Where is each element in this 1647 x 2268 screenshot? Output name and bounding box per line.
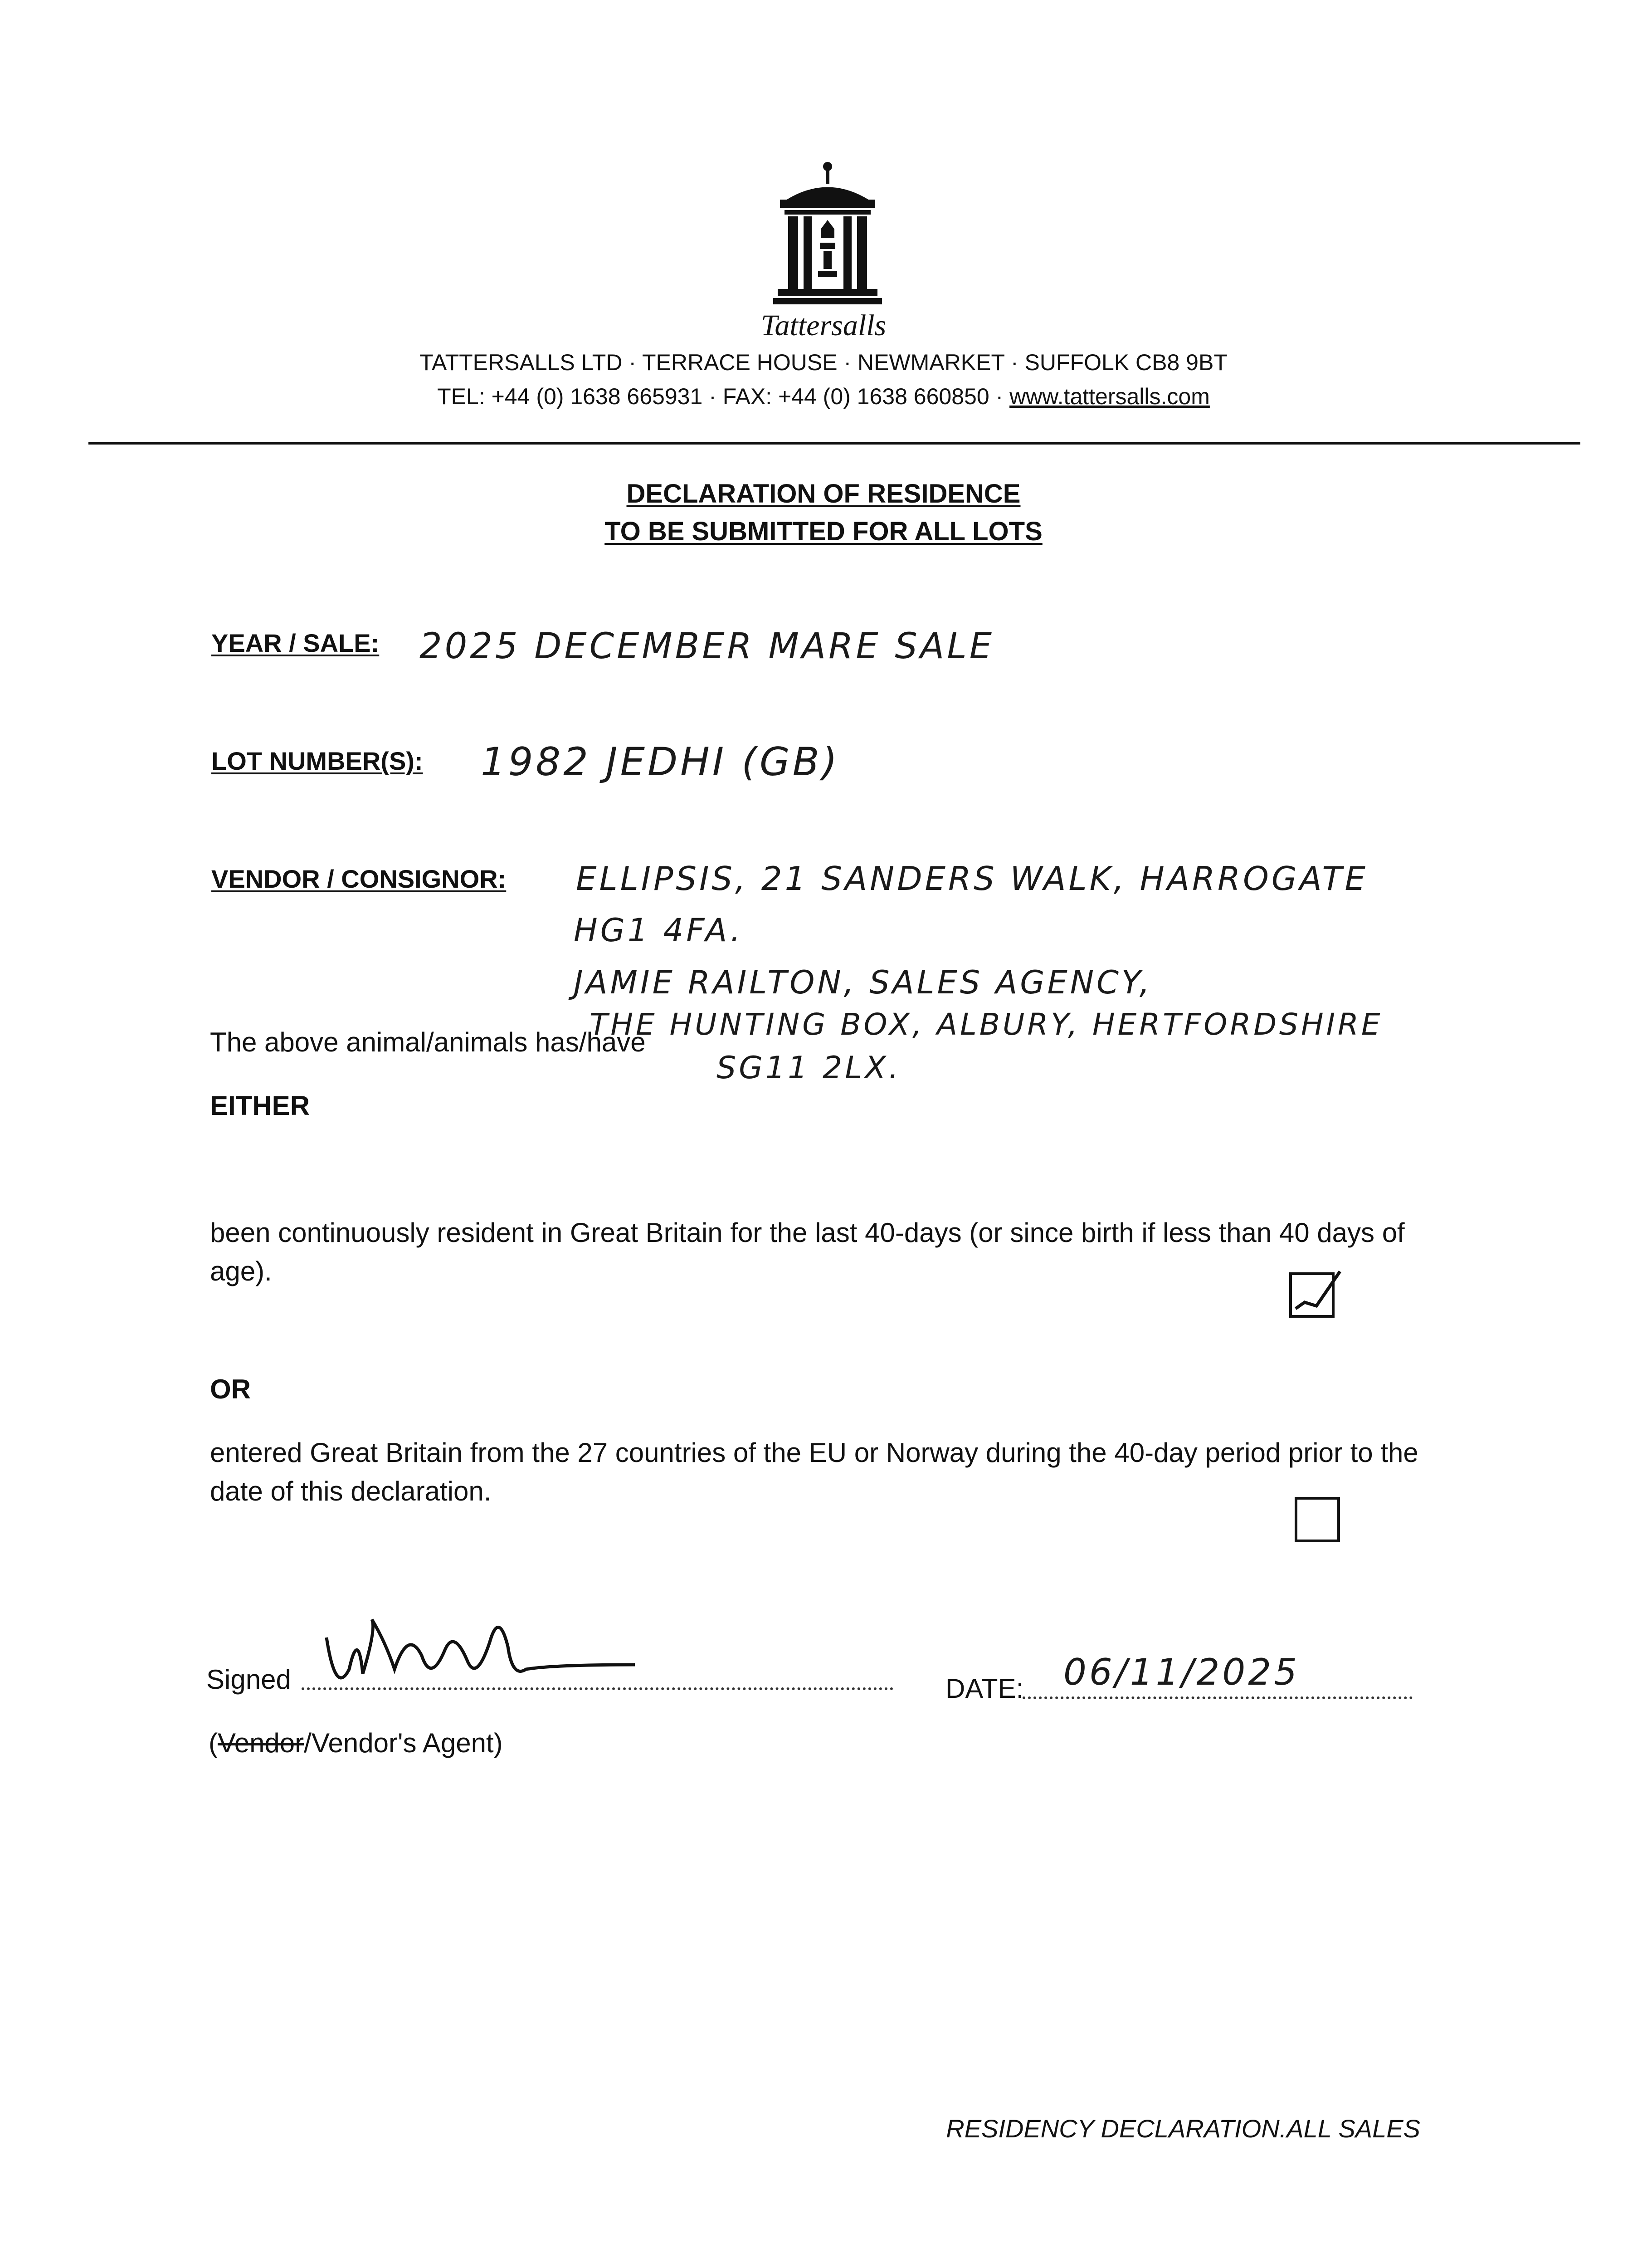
date-label: DATE: — [945, 1673, 1024, 1704]
document-title: DECLARATION OF RESIDENCE — [626, 479, 1021, 508]
year-sale-label: YEAR / SALE: — [211, 629, 380, 657]
lot-number-label: LOT NUMBER(S): — [211, 747, 423, 775]
vendor-line-4: THE HUNTING BOX, ALBURY, HERTFORDSHIRE — [590, 1007, 1383, 1042]
vendor-line-3: JAMIE RAILTON, SALES AGENCY, — [574, 964, 1153, 1001]
vendor-line-5: SG11 2LX. — [716, 1050, 901, 1086]
date-value: 06/11/2025 — [1063, 1651, 1300, 1693]
either-heading: EITHER — [210, 1090, 310, 1121]
website-link[interactable]: www.tattersalls.com — [1009, 384, 1210, 409]
checkmark-icon — [1289, 1267, 1344, 1317]
signature-scribble — [317, 1601, 653, 1701]
option-1-text: been continuously resident in Great Britain for the last 40-days (or since birth if less than 40 days of age). — [210, 1217, 1405, 1286]
form-footer: RESIDENCY DECLARATION.ALL SALES — [946, 2114, 1420, 2143]
contact-line — [317, 383, 1330, 410]
vendor-line-2: HG1 4FA. — [574, 912, 743, 949]
company-address: TATTERSALLS LTD · TERRACE HOUSE · NEWMARKET · SUFFOLK CB8 9BT — [419, 350, 1228, 375]
role-vendors-agent: /Vendor's Agent) — [304, 1728, 503, 1758]
vendor-label: VENDOR / CONSIGNOR: — [211, 865, 507, 893]
option-1-checkbox[interactable] — [1289, 1272, 1335, 1318]
brand-name: Tattersalls — [760, 309, 887, 342]
role-vendor-struck: Vendor — [217, 1728, 304, 1758]
tattersalls-logo — [753, 156, 902, 315]
role-paren: ( — [209, 1728, 218, 1758]
date-line — [1023, 1696, 1413, 1699]
or-heading: OR — [210, 1374, 251, 1404]
vendor-line-1: ELLIPSIS, 21 SANDERS WALK, HARROGATE — [576, 860, 1369, 898]
signed-label: Signed — [206, 1664, 291, 1695]
statement-intro: The above animal/animals has/have — [210, 1027, 646, 1057]
lot-number-value: 1982 JEDHI (GB) — [481, 739, 840, 785]
option-2-text: entered Great Britain from the 27 countries of the EU or Norway during the 40-day period prior to the date of this declaration. — [210, 1437, 1418, 1506]
phone-fax: TEL: +44 (0) 1638 665931 · FAX: +44 (0) 1638 660850 · — [437, 384, 1010, 409]
year-sale-value: 2025 DECEMBER MARE SALE — [419, 626, 995, 667]
signatory-role — [209, 1724, 503, 1762]
document-subtitle: TO BE SUBMITTED FOR ALL LOTS — [604, 517, 1043, 546]
option-2-checkbox[interactable] — [1295, 1497, 1340, 1542]
header-divider — [88, 442, 1580, 445]
